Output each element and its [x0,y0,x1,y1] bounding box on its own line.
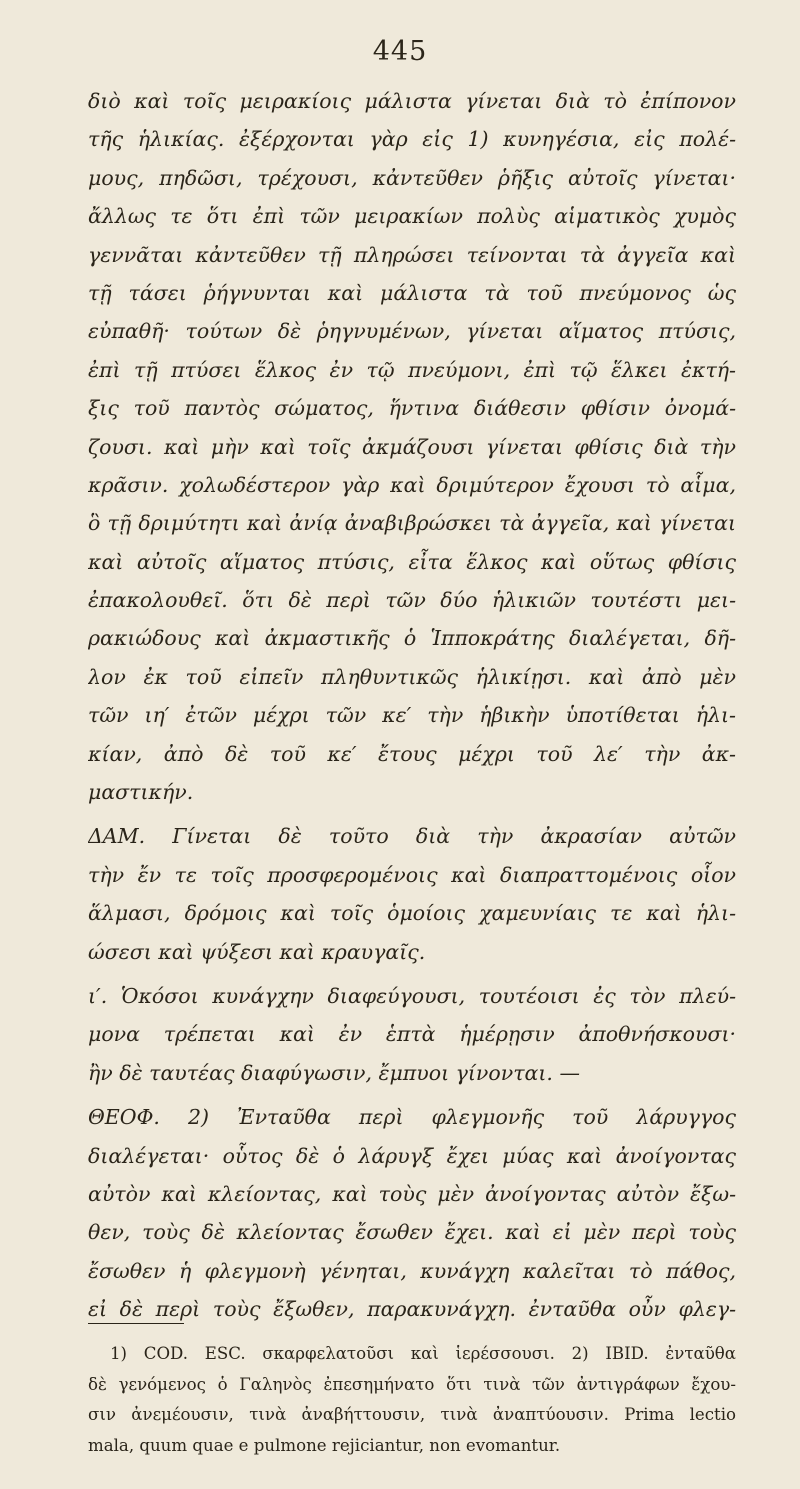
text-line: μαστικήν. [88,780,194,805]
text-line: εὐπαθῆ· τούτων δὲ ῥηγνυμένων, γίνεται αἵματος πτύσις, [88,319,736,344]
section-marker: ΘΕΟΦ. [88,1105,160,1130]
text-line: καὶ αὐτοῖς αἵματος πτύσις, εἶτα ἕλκος καὶ οὕτως φθίσις [88,549,736,574]
text-line-content: Γίνεται δὲ τοῦτο διὰ τὴν ἀκρασίαν αὐτῶν [145,824,736,849]
text-line: μους, πηδῶσι, τρέχουσι, κἀντεῦθεν ῥῆξις αὐτοῖς γίνεται· [88,165,736,190]
text-line: τῆς ἡλικίας. ἐξέρχονται γὰρ εἰς 1) κυνηγέσια, εἰς πολέ- [88,127,736,152]
text-line: ρακιώδους καὶ ἀκμαστικῆς ὁ Ἱπποκράτης διαλέγεται, δῆ- [88,626,736,651]
page-number: 445 [372,36,428,67]
text-line: ἄλλως τε ὅτι ἐπὶ τῶν μειρακίων πολὺς αἱματικὸς χυμὸς [88,204,736,229]
text-line: ἢν δὲ ταυτέας διαφύγωσιν, ἔμπυοι γίνονται. — [88,1060,580,1085]
text-line: τὴν ἔν τε τοῖς προσφερομένοις καὶ διαπραττομένοις οἷον [88,862,736,887]
footnotes [88,1339,736,1461]
text-line: λον ἐκ τοῦ εἰπεῖν πληθυντικῶς ἡλικίῃσι. καὶ ἀπὸ μὲν [88,664,736,689]
footnote-line: mala, quum quae e pulmone rejiciantur, non evomantur. [88,1435,561,1455]
text-line [88,1098,736,1136]
text-line: ἔσωθεν ἡ φλεγμονὴ γένηται, κυνάγχη καλεῖται τὸ πάθος, [88,1258,736,1283]
text-line: εἰ δὲ περὶ τοὺς ἔξωθεν, παρακυνάγχη. ἐνταῦθα οὖν φλεγ- [88,1297,736,1322]
text-line-content: Ὁκόσοι κυνάγχην διαφεύγουσι, τουτέοισι ἐς τὸν πλεύ- [107,983,736,1008]
text-line: ζουσι. καὶ μὴν καὶ τοῖς ἀκμάζουσι γίνεται φθίσις διὰ τὴν [88,434,736,459]
text-line: κρᾶσιν. χολωδέστερον γὰρ καὶ δριμύτερον ἔχουσι τὸ αἷμα, [88,472,736,497]
text-line: τῶν ιη′ ἐτῶν μέχρι τῶν κε′ τὴν ἡβικὴν ὑποτίθεται ἡλι- [88,703,736,728]
text-line: αὐτὸν καὶ κλείοντας, καὶ τοὺς μὲν ἀνοίγοντας αὐτὸν ἔξω- [88,1181,736,1206]
text-line: διὸ καὶ τοῖς μειρακίοις μάλιστα γίνεται διὰ τὸ ἐπίπονον [88,89,736,113]
text-line-content: 2) Ἐνταῦθα περὶ φλεγμονῆς τοῦ λάρυγγος [159,1105,736,1130]
text-line: ἐπὶ τῇ πτύσει ἕλκος ἐν τῷ πνεύμονι, ἐπὶ τῷ ἕλκει ἐκτή- [88,357,736,382]
text-line: ξις τοῦ παντὸς σώματος, ἥντινα διάθεσιν φθίσιν ὀνομά- [88,396,736,421]
text-line: κίαν, ἀπὸ δὲ τοῦ κε′ ἔτους μέχρι τοῦ λε′ τὴν ἀκ- [88,741,736,766]
text-line: ἐπακολουθεῖ. ὅτι δὲ περὶ τῶν δύο ἡλικιῶν τουτέστι μει- [88,588,736,613]
footnote-rule [88,1323,184,1324]
main-text [88,82,736,1329]
text-line: ώσεσι καὶ ψύξεσι καὶ κραυγαῖς. [88,939,426,964]
footnote-line: δὲ γενόμενος ὁ Γαληνὸς ἐπεσημήνατο ὅτι τινὰ τῶν ἀντιγράφων ἔχου- [88,1374,736,1394]
text-line [88,817,736,855]
text-line [88,977,736,1015]
text-line: μονα τρέπεται καὶ ἐν ἑπτὰ ἡμέρῃσιν ἀποθνήσκουσι· [88,1022,736,1047]
section-marker: ΔΑΜ. [88,824,146,849]
text-line: τῇ τάσει ῥήγνυνται καὶ μάλιστα τὰ τοῦ πνεύμονος ὡς [88,280,736,305]
aphorism-number: ι′. [88,983,108,1008]
text-line: γεννᾶται κἀντεῦθεν τῇ πληρώσει τείνονται τὰ ἀγγεῖα καὶ [88,242,736,267]
footnote-line: 1) COD. ESC. σκαρφελατοῦσι καὶ ἱερέσσουσι. 2) IBID. ἐνταῦθα [110,1344,736,1363]
text-line: ἅλμασι, δρόμοις καὶ τοῖς ὁμοίοις χαμευνίαις τε καὶ ἡλι- [88,901,736,926]
text-line: θεν, τοὺς δὲ κλείοντας ἔσωθεν ἔχει. καὶ εἰ μὲν περὶ τοὺς [88,1220,736,1245]
text-line: διαλέγεται· οὗτος δὲ ὁ λάρυγξ ἔχει μύας καὶ ἀνοίγοντας [88,1143,736,1168]
footnote-line: σιν ἀνεμέουσιν, τινὰ ἀναβήττουσιν, τινὰ ἀναπτύουσιν. Prima lectio [88,1405,736,1424]
text-line: ὃ τῇ δριμύτητι καὶ ἀνίᾳ ἀναβιβρώσκει τὰ ἀγγεῖα, καὶ γίνεται [88,511,736,536]
